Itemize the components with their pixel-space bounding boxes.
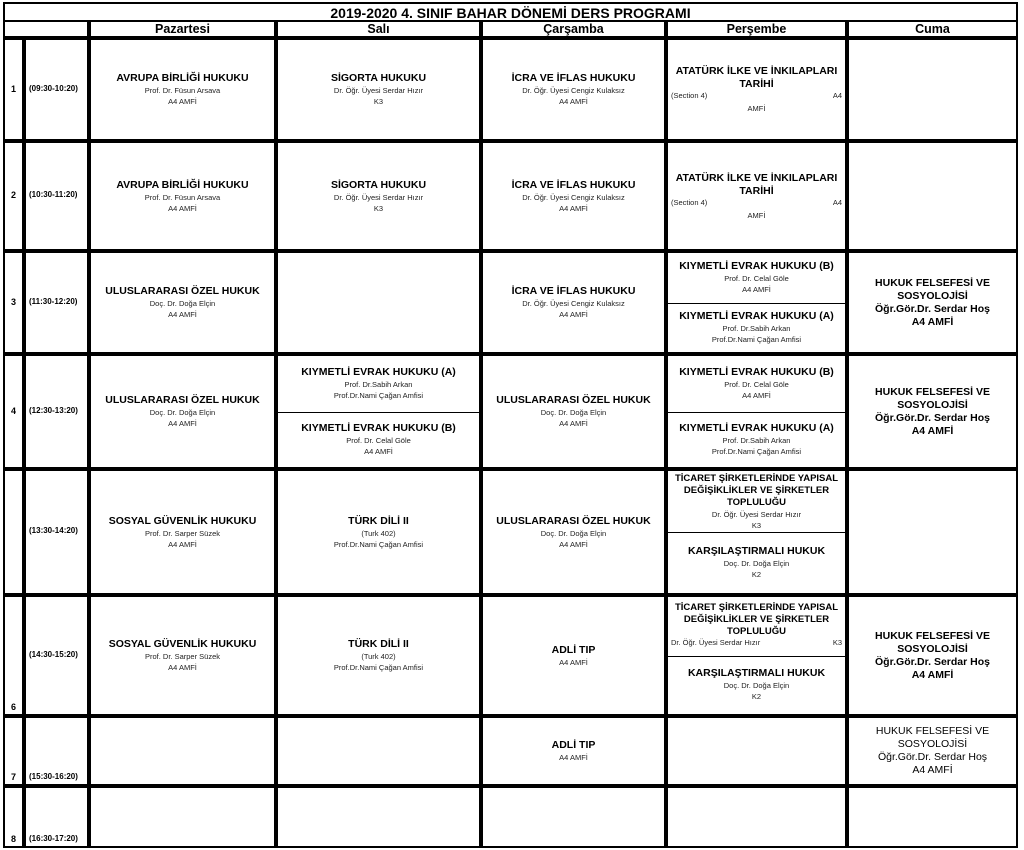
course-detail: A4 AMFİ [912, 764, 953, 776]
course-section: Dr. Öğr. Üyesi Serdar Hızır [671, 638, 761, 648]
slot-cell [847, 354, 1018, 469]
course-section: (Section 4) [671, 91, 708, 100]
course-detail: A4 AMFİ [364, 446, 393, 456]
period-number-cell [3, 354, 24, 469]
course-detail: A4 AMFİ [559, 97, 588, 106]
course-detail: Prof. Dr. Füsun Arsava [144, 192, 221, 202]
course-title: ULUSLARARASI ÖZEL HUKUK [105, 394, 260, 406]
slot-cell [276, 716, 481, 786]
course-section-row [668, 638, 845, 650]
period-time-cell [24, 354, 89, 469]
slot-cell [481, 354, 666, 469]
slot-cell [89, 469, 276, 595]
course-title: TİCARET ŞİRKETLERİNDE YAPISAL DEĞİŞİKLİKLER VE ŞİRKETLER TOPLULUĞU [674, 602, 839, 638]
course-title: ULUSLARARASI ÖZEL HUKUK [496, 394, 651, 406]
course-detail: Doç. Dr. Doğa Elçin [723, 559, 790, 568]
course-block [849, 356, 1016, 467]
slot-cell [276, 595, 481, 716]
course-section: (Section 4) [671, 197, 708, 207]
course-detail: A4 AMFİ [168, 203, 197, 213]
day-header-4: Cuma [847, 20, 1018, 38]
course-detail: A4 AMFİ [168, 310, 197, 319]
course-detail: A4 AMFİ [168, 663, 197, 672]
course-block [668, 143, 845, 249]
course-detail: Dr. Öğr. Üyesi Serdar Hızır [333, 86, 424, 95]
course-room-right: A4 [832, 91, 842, 100]
course-detail: A4 AMFİ [559, 657, 588, 667]
course-detail: A4 AMFİ [559, 203, 588, 213]
course-block [278, 143, 479, 249]
course-block [483, 471, 664, 593]
course-detail: Prof. Dr. Sarper Süzek [144, 652, 221, 661]
course-detail: Doç. Dr. Doğa Elçin [723, 681, 790, 691]
course-detail: Öğr.Gör.Dr. Serdar Hoş [875, 302, 990, 315]
course-block [278, 412, 479, 468]
course-title: ATATÜRK İLKE VE İNKILAPLARI TARİHİ [675, 171, 838, 197]
course-detail: A4 AMFİ [168, 97, 197, 106]
course-title: SOSYAL GÜVENLİK HUKUKU [108, 638, 257, 650]
period-time-cell [24, 38, 89, 141]
course-block [668, 532, 845, 593]
course-detail: A4 AMFİ [911, 668, 954, 681]
course-block [483, 597, 664, 714]
slot-cell [481, 141, 666, 251]
course-detail: Dr. Öğr. Üyesi Serdar Hızır [333, 192, 424, 202]
period-number: 6 [11, 702, 17, 712]
period-number-cell [3, 786, 24, 848]
period-number: 8 [11, 834, 17, 844]
course-detail: Prof.Dr.Nami Çağan Amfisi [333, 391, 424, 401]
course-block [483, 356, 664, 467]
period-time: (12:30-13:20) [29, 405, 78, 415]
course-title: AVRUPA BİRLİĞİ HUKUKU [116, 178, 249, 191]
course-section-row [668, 198, 845, 210]
course-block [278, 471, 479, 593]
course-detail: Doç. Dr. Doğa Elçin [149, 299, 216, 308]
block-separator [668, 656, 845, 657]
period-number-cell [3, 38, 24, 141]
course-title: AVRUPA BİRLİĞİ HUKUKU [116, 72, 249, 84]
course-block [849, 718, 1016, 784]
course-detail: Prof. Dr. Celal Göle [724, 380, 789, 390]
course-detail: K2 [751, 692, 762, 702]
day-header-0: Pazartesi [89, 20, 276, 38]
period-time: (10:30-11:20) [29, 190, 78, 199]
slot-cell [89, 595, 276, 716]
course-title: KIYMETLİ EVRAK HUKUKU (B) [679, 260, 834, 273]
course-title: SOSYAL GÜVENLİK HUKUKU [108, 514, 257, 527]
course-block [91, 40, 274, 139]
course-block [668, 597, 845, 656]
period-time: (15:30-16:20) [29, 772, 78, 781]
course-detail: A4 AMFİ [559, 310, 588, 319]
slot-cell [89, 251, 276, 354]
course-title: İCRA VE İFLAS HUKUKU [511, 285, 636, 297]
course-title: TÜRK DİLİ II [348, 638, 409, 650]
course-title: ADLİ TIP [551, 643, 596, 656]
course-title: HUKUK FELSEFESİ VE SOSYOLOJİSİ [875, 629, 990, 655]
period-time-cell [24, 595, 89, 716]
course-detail: (Turk 402) [361, 652, 396, 661]
slot-cell [666, 141, 847, 251]
day-header-1: Salı [276, 20, 481, 38]
header-corner [3, 20, 89, 38]
course-detail: Dr. Öğr. Üyesi Cengiz Kulaksız [522, 192, 625, 202]
period-time-cell [24, 469, 89, 595]
course-title: ATATÜRK İLKE VE İNKILAPLARI TARİHİ [675, 65, 838, 90]
period-time: (11:30-12:20) [29, 296, 78, 306]
slot-cell [666, 354, 847, 469]
course-detail: (Turk 402) [361, 528, 396, 538]
course-block [91, 356, 274, 467]
course-detail: A4 AMFİ [742, 285, 771, 295]
period-number: 3 [11, 296, 17, 307]
period-number: 7 [11, 772, 17, 782]
slot-cell [666, 786, 847, 848]
course-block [91, 471, 274, 593]
course-title: TİCARET ŞİRKETLERİNDE YAPISAL DEĞİŞİKLİKLER VE ŞİRKETLER TOPLULUĞU [674, 472, 839, 508]
slot-cell [481, 469, 666, 595]
course-block [849, 253, 1016, 352]
page-title: 2019-2020 4. SINIF BAHAR DÖNEMİ DERS PROGRAMI [3, 2, 1018, 20]
period-number-cell [3, 251, 24, 354]
period-number-cell [3, 469, 24, 595]
slot-cell [847, 595, 1018, 716]
block-separator [668, 412, 845, 413]
course-detail: Dr. Öğr. Üyesi Serdar Hızır [711, 509, 802, 519]
course-title: TÜRK DİLİ II [348, 514, 409, 527]
course-block [668, 656, 845, 715]
course-title: HUKUK FELSEFESİ VE SOSYOLOJİSİ [875, 276, 990, 302]
course-block [849, 597, 1016, 714]
slot-cell [89, 354, 276, 469]
course-title: KIYMETLİ EVRAK HUKUKU (B) [301, 421, 456, 434]
course-detail: Prof.Dr.Nami Çağan Amfisi [711, 334, 802, 344]
course-detail: A4 AMFİ [559, 539, 588, 549]
period-time: (09:30-10:20) [29, 83, 78, 93]
slot-cell [276, 786, 481, 848]
course-detail: Prof.Dr.Nami Çağan Amfisi [711, 446, 802, 456]
course-title: KARŞILAŞTIRMALI HUKUK [687, 545, 826, 557]
course-block [668, 471, 845, 532]
slot-cell [666, 469, 847, 595]
course-title: KIYMETLİ EVRAK HUKUKU (B) [679, 366, 834, 379]
course-detail: K2 [751, 570, 762, 579]
course-detail: Prof. Dr.Sabih Arkan [722, 323, 791, 333]
slot-cell [89, 38, 276, 141]
course-title: İCRA VE İFLAS HUKUKU [511, 178, 636, 191]
course-title: İCRA VE İFLAS HUKUKU [511, 72, 636, 84]
course-detail: Dr. Öğr. Üyesi Cengiz Kulaksız [522, 86, 625, 95]
period-time-cell [24, 716, 89, 786]
slot-cell [847, 716, 1018, 786]
course-detail: A4 AMFİ [559, 753, 588, 762]
day-header-2: Çarşamba [481, 20, 666, 38]
slot-cell [847, 141, 1018, 251]
course-detail: A4 AMFİ [168, 419, 197, 428]
slot-cell [276, 38, 481, 141]
slot-cell [276, 469, 481, 595]
period-time-cell [24, 251, 89, 354]
course-detail: Doç. Dr. Doğa Elçin [149, 408, 216, 417]
course-detail: Prof. Dr. Celal Göle [724, 274, 789, 284]
course-title: SİGORTA HUKUKU [330, 72, 427, 84]
course-block [668, 412, 845, 468]
course-block [668, 40, 845, 139]
period-number: 4 [11, 405, 17, 416]
course-detail: Öğr.Gör.Dr. Serdar Hoş [875, 655, 990, 668]
course-detail: Doç. Dr. Doğa Elçin [540, 528, 607, 538]
course-block [91, 253, 274, 352]
course-detail: Öğr.Gör.Dr. Serdar Hoş [875, 411, 990, 424]
course-block [91, 143, 274, 249]
course-title: ADLİ TIP [551, 739, 596, 751]
course-detail: A4 AMFİ [911, 424, 954, 437]
slot-cell [666, 595, 847, 716]
slot-cell [89, 141, 276, 251]
course-detail: Öğr.Gör.Dr. Serdar Hoş [877, 751, 988, 763]
course-block [278, 597, 479, 714]
course-detail: Dr. Öğr. Üyesi Cengiz Kulaksız [522, 299, 625, 308]
course-detail: K3 [373, 97, 384, 106]
course-detail: Prof. Dr.Sabih Arkan [344, 380, 413, 390]
course-block [668, 356, 845, 412]
course-block [483, 718, 664, 784]
course-detail: Prof. Dr. Sarper Süzek [144, 528, 221, 538]
course-title: HUKUK FELSEFESİ VE SOSYOLOJİSİ [875, 385, 990, 411]
course-detail: Prof.Dr.Nami Çağan Amfisi [333, 663, 424, 672]
slot-cell [89, 786, 276, 848]
slot-cell [481, 786, 666, 848]
course-title: ULUSLARARASI ÖZEL HUKUK [496, 514, 651, 527]
course-detail: Prof.Dr.Nami Çağan Amfisi [333, 539, 424, 549]
course-detail: AMFİ [747, 104, 766, 113]
slot-cell [481, 716, 666, 786]
period-number: 2 [11, 190, 17, 200]
slot-cell [666, 251, 847, 354]
slot-cell [89, 716, 276, 786]
slot-cell [481, 595, 666, 716]
course-detail: Doç. Dr. Doğa Elçin [540, 408, 607, 417]
course-block [668, 253, 845, 303]
course-title: KIYMETLİ EVRAK HUKUKU (A) [301, 366, 456, 379]
course-room-right: A4 [832, 197, 842, 207]
course-detail: Prof. Dr. Celal Göle [346, 435, 411, 445]
period-number-cell [3, 716, 24, 786]
course-detail: A4 AMFİ [168, 539, 197, 549]
slot-cell [847, 251, 1018, 354]
period-time-cell [24, 786, 89, 848]
course-block [483, 143, 664, 249]
slot-cell [847, 38, 1018, 141]
course-block [483, 253, 664, 352]
slot-cell [666, 38, 847, 141]
course-title: KIYMETLİ EVRAK HUKUKU (A) [679, 421, 834, 434]
course-title: KIYMETLİ EVRAK HUKUKU (A) [679, 309, 834, 322]
slot-cell [481, 38, 666, 141]
course-title: KARŞILAŞTIRMALI HUKUK [687, 667, 826, 680]
period-number-cell [3, 141, 24, 251]
period-time: (16:30-17:20) [29, 834, 78, 843]
period-number-cell [3, 595, 24, 716]
block-separator [668, 303, 845, 304]
course-room-right: K3 [832, 638, 842, 648]
course-section-row [668, 91, 845, 103]
block-separator [278, 412, 479, 413]
slot-cell [847, 469, 1018, 595]
course-title: SİGORTA HUKUKU [330, 178, 427, 191]
slot-cell [276, 354, 481, 469]
course-title: ULUSLARARASI ÖZEL HUKUK [105, 285, 260, 297]
course-block [278, 40, 479, 139]
course-detail: A4 AMFİ [742, 391, 771, 401]
course-detail: A4 AMFİ [559, 419, 588, 428]
day-header-3: Perşembe [666, 20, 847, 38]
slot-cell [481, 251, 666, 354]
course-detail: A4 AMFİ [911, 315, 954, 328]
slot-cell [276, 251, 481, 354]
course-block [278, 356, 479, 412]
slot-cell [847, 786, 1018, 848]
course-block [91, 597, 274, 714]
course-detail: Prof. Dr. Füsun Arsava [144, 86, 221, 95]
slot-cell [666, 716, 847, 786]
course-block [668, 303, 845, 353]
block-separator [668, 532, 845, 533]
course-block [483, 40, 664, 139]
course-detail: K3 [373, 203, 384, 213]
period-time-cell [24, 141, 89, 251]
period-time: (14:30-15:20) [29, 649, 78, 659]
period-time: (13:30-14:20) [29, 526, 78, 535]
course-detail: K3 [751, 520, 762, 530]
course-title: HUKUK FELSEFESİ VE SOSYOLOJİSİ [875, 725, 990, 750]
course-detail: AMFİ [747, 210, 766, 220]
course-detail: Prof. Dr.Sabih Arkan [722, 435, 791, 445]
slot-cell [276, 141, 481, 251]
period-number: 1 [11, 83, 17, 94]
